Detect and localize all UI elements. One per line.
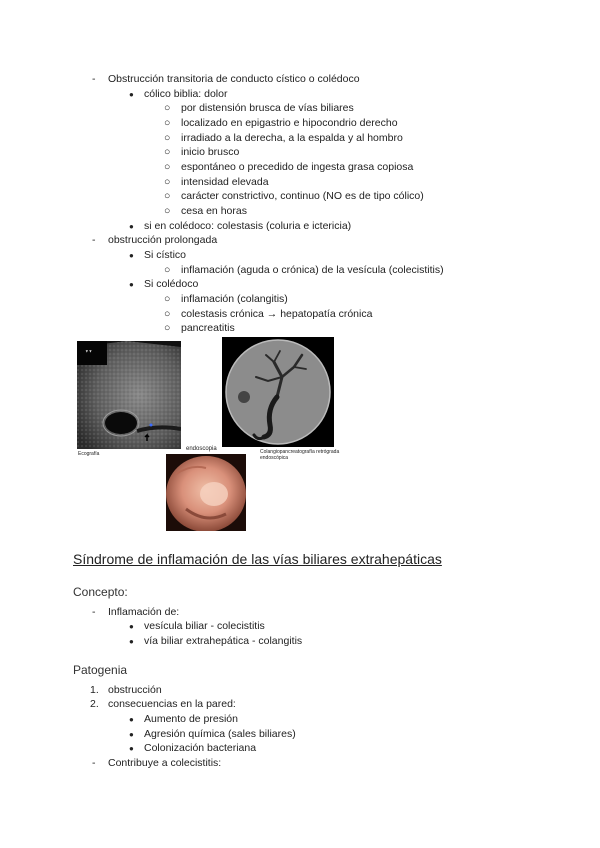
list-item: carácter constrictivo, continuo (NO es de tipo cólico)	[181, 190, 424, 202]
list-item: espontáneo o precedido de ingesta grasa copiosa	[181, 161, 414, 173]
section-title: Síndrome de inflamación de las vías biliares extrahepáticas	[73, 551, 442, 567]
list-item: inflamación (colangitis)	[181, 293, 288, 305]
bullet-marker: ●	[129, 251, 134, 260]
image-caption: Colangiopancreatografía retrógrada endoscópica	[260, 449, 340, 461]
bullet-marker: ●	[129, 280, 134, 289]
circle-marker: ○	[164, 190, 171, 202]
bullet-marker: ●	[129, 730, 134, 739]
endoscopy-image	[166, 454, 246, 531]
circle-marker: ○	[164, 146, 171, 158]
list-item: colestasis crónica → hepatopatía crónica	[181, 308, 373, 320]
list-item: Si cístico	[144, 249, 187, 261]
circle-marker: ○	[164, 117, 171, 129]
circle-marker: ○	[164, 132, 171, 144]
dash-marker: -	[92, 757, 96, 769]
image-caption: endoscopia	[186, 446, 217, 452]
list-item: irradiado a la derecha, a la espalda y al hombro	[181, 132, 403, 144]
ultrasound-image	[77, 341, 181, 449]
circle-marker: ○	[164, 205, 171, 217]
bullet-marker: ●	[129, 715, 134, 724]
list-item: cesa en horas	[181, 205, 247, 217]
list-item: por distensión brusca de vías biliares	[181, 102, 354, 114]
circle-marker: ○	[164, 161, 171, 173]
circle-marker: ○	[164, 176, 171, 188]
bullet-marker: ●	[129, 637, 134, 646]
list-item: intensidad elevada	[181, 176, 269, 188]
list-item: vesícula biliar - colecistitis	[144, 620, 265, 632]
svg-text:▾▾: ▾▾	[85, 348, 93, 355]
list-item: inicio brusco	[181, 146, 240, 158]
number-marker: 1.	[90, 684, 99, 696]
number-marker: 2.	[90, 698, 99, 710]
bullet-marker: ●	[129, 622, 134, 631]
bullet-marker: ●	[129, 744, 134, 753]
subheading-patogenia: Patogenia	[73, 663, 128, 677]
circle-marker: ○	[164, 293, 171, 305]
image-caption: Ecografía	[78, 451, 100, 457]
dash-marker: -	[92, 73, 96, 85]
circle-marker: ○	[164, 264, 171, 276]
cholangiography-image	[222, 337, 334, 447]
list-item: Obstrucción transitoria de conducto cístico o colédoco	[108, 73, 360, 85]
bullet-marker: ●	[129, 222, 134, 231]
circle-marker: ○	[164, 308, 171, 320]
list-item: inflamación (aguda o crónica) de la vesícula (colecistitis)	[181, 264, 444, 276]
list-item: Si colédoco	[144, 278, 199, 290]
list-item: Colonización bacteriana	[144, 742, 257, 754]
list-item: Contribuye a colecistitis:	[108, 757, 222, 769]
list-item: vía biliar extrahepática - colangitis	[144, 635, 303, 647]
list-item: obstrucción	[108, 684, 162, 696]
bullet-marker: ●	[129, 90, 134, 99]
dash-marker: -	[92, 234, 96, 246]
list-item: obstrucción prolongada	[108, 234, 218, 246]
list-item: consecuencias en la pared:	[108, 698, 236, 710]
list-item: Aumento de presión	[144, 713, 238, 725]
circle-marker: ○	[164, 102, 171, 114]
list-item: Inflamación de:	[108, 606, 180, 618]
subheading-concepto: Concepto:	[73, 585, 128, 599]
list-item: localizado en epigastrio e hipocondrio derecho	[181, 117, 398, 129]
dash-marker: -	[92, 606, 96, 618]
list-item: cólico biblia: dolor	[144, 88, 228, 100]
list-item: si en colédoco: colestasis (coluria e ictericia)	[144, 220, 352, 232]
circle-marker: ○	[164, 322, 171, 334]
list-item: pancreatitis	[181, 322, 235, 334]
list-item: Agresión química (sales biliares)	[144, 728, 296, 740]
